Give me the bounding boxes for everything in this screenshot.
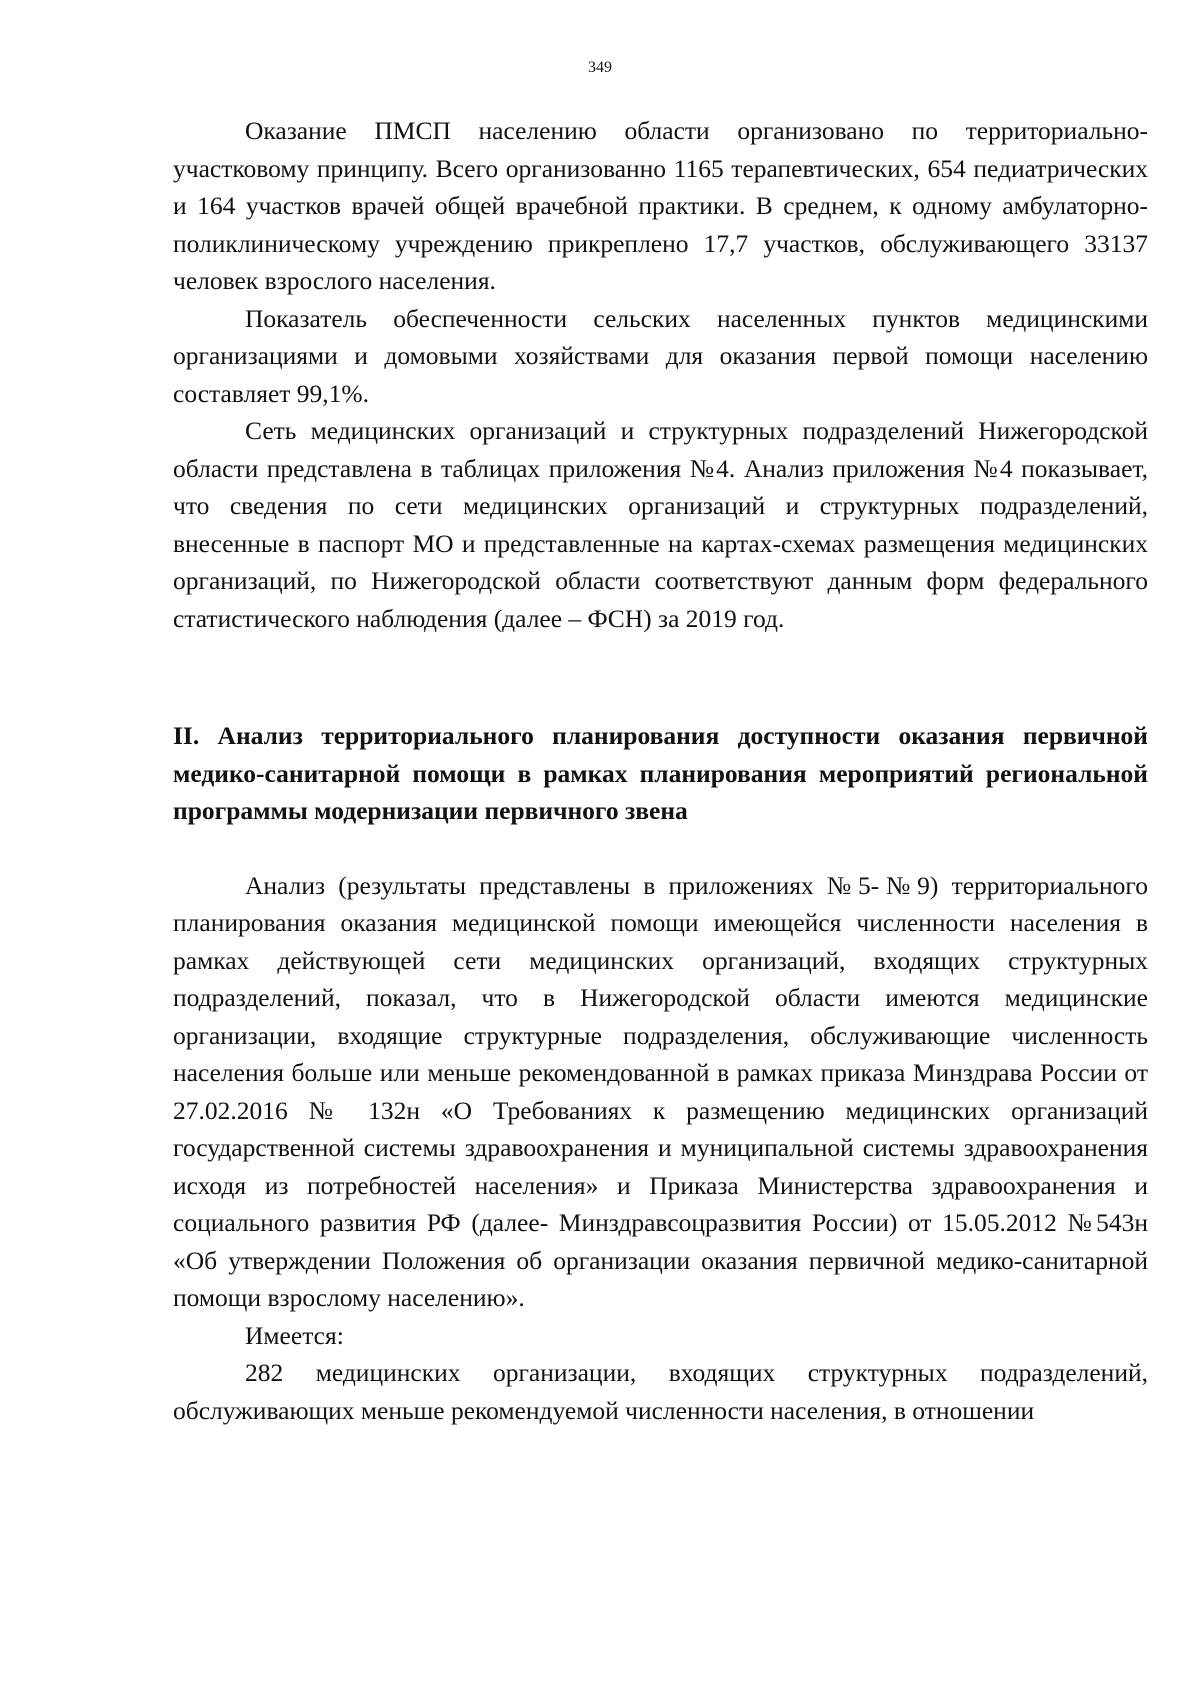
heading-spacer	[173, 830, 1148, 867]
paragraph-organizations-count: 282 медицинских организации, входящих структурных подразделений, обслуживающих меньше рекомендуемой численности населения, в отношении	[173, 1358, 1148, 1425]
paragraph-pmsp-organization: Оказание ПМСП населению области организовано по территориально-участковому принципу. Всего организованно 1165 терапевтических, 654 педиатрических и 164 участков врачей общей врачебной практики. В среднем, к одному амбулаторно-поликлиническому учреждению прикреплено 17,7 участков, обслуживающего 33137 человек взрослого населения.	[173, 116, 1148, 295]
paragraph-network-analysis: Сеть медицинских организаций и структурных подразделений Нижегородской области представлена в таблицах приложения №4. Анализ приложения №4 показывает, что сведения по сети медицинских организаций и структурных подразделений, внесенные в паспорт МО и представленные на картах-схемах размещения медицинских организаций, по Нижегородской области соответствуют данным форм федерального статистического наблюдения (далее – ФСН) за 2019 год.	[173, 416, 1148, 633]
document-body	[173, 112, 1148, 1429]
section-spacer	[173, 637, 1148, 717]
paragraph-planning-analysis: Анализ (результаты представлены в приложениях №5-№9) территориального планирования оказания медицинской помощи имеющейся численности населения в рамках действующей сети медицинских организаций, входящих структурных подразделений, показал, что в Нижегородской области имеются медицинские организации, входящие структурные подразделения, обслуживающие численность населения больше или меньше рекомендованной в рамках приказа Минздрава России от 27.02.2016 № 132н «О Требованиях к размещению медицинских организаций государственной системы здравоохранения и муниципальной системы здравоохранения исходя из потребностей населения» и Приказа Министерства здравоохранения и социального развития РФ (далее- Минздравсоцразвития России) от 15.05.2012 №543н «Об утверждении Положения об организации оказания первичной медико-санитарной помощи взрослому населению».	[173, 870, 1148, 1312]
section-heading: II. Анализ территориального планирования доступности оказания первичной медико-санитарной помощи в рамках планирования мероприятий региональной программы модернизации первичного звена	[173, 721, 1148, 825]
paragraph-available: Имеется:	[245, 1320, 344, 1350]
page-number: 349	[588, 59, 612, 76]
paragraph-rural-coverage: Показатель обеспеченности сельских населенных пунктов медицинскими организациями и домовыми хозяйствами для оказания первой помощи населению составляет 99,1%.	[173, 303, 1148, 408]
